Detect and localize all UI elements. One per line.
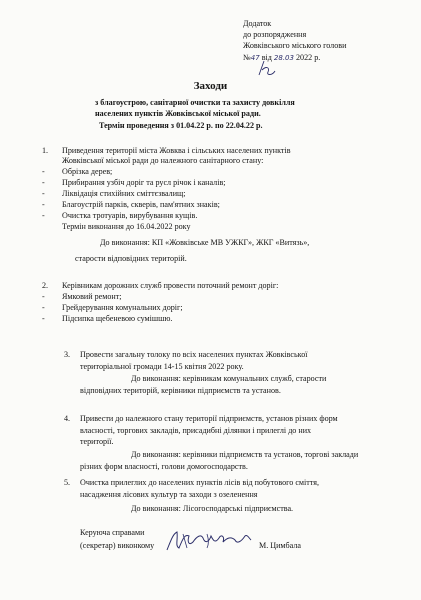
document-title: Заходи bbox=[193, 80, 228, 92]
item-3-line-1: Провести загальну толоку по всіх населених пунктах Жовківської bbox=[80, 350, 308, 359]
addendum-number-line bbox=[243, 53, 320, 63]
item-5-line-1: Очистка прилеглих до населених пунктів лісів від побутового сміття, bbox=[80, 478, 319, 487]
date-initials-scribble bbox=[256, 58, 278, 78]
signature-title-2: (секретар) виконкому bbox=[80, 541, 155, 550]
item-3-line-2: територіальної громади 14-15 квітня 2022 року. bbox=[80, 362, 244, 371]
item-4-line-2: власності, торгових закладів, присадибні ділянки і прилеглі до них bbox=[80, 426, 312, 435]
addendum-mayor-line: Жовківського міського голови bbox=[243, 41, 347, 50]
item-1-bullet: Ліквідація стихійних сміттєзвалищ; bbox=[62, 189, 186, 198]
item-1-bullet: Обрізка дерев; bbox=[62, 167, 113, 176]
item-1-number: 1. bbox=[42, 146, 49, 155]
signature-title-1: Керуюча справами bbox=[80, 528, 145, 537]
item-1-bullet: Прибирання узбіч доріг та русл річок і каналів; bbox=[62, 178, 226, 187]
period-line: Термін проведення з 01.04.22 р. по 22.04.22 р. bbox=[99, 121, 263, 130]
item-3-executors-1: До виконання: керівникам комунальних служб, старости bbox=[131, 374, 327, 383]
item-1-executors-1: До виконання: КП «Жовківське МВ УЖКГ», ЖКГ «Витязь», bbox=[100, 238, 310, 247]
item-5-line-2: насадження лісових культур та заходи з озеленення bbox=[80, 490, 258, 499]
subtitle-line-2: населених пунктів Жовківської міської ради. bbox=[95, 109, 261, 118]
bullet-dash: - bbox=[42, 314, 45, 323]
subtitle-line-1: з благоустрою, санітарної очистки та захисту довкілля bbox=[95, 98, 295, 107]
bullet-dash: - bbox=[42, 211, 45, 220]
item-1-bullet: Очистка тротуарів, вирубування кущів. bbox=[62, 211, 198, 220]
item-1-line-1: Приведення території міста Жовква і сільських населених пунктів bbox=[62, 146, 291, 155]
bullet-dash: - bbox=[42, 167, 45, 176]
item-3-executors-2: відповідних територій, керівники підприємств та установ. bbox=[80, 386, 281, 395]
item-5-number: 5. bbox=[64, 478, 71, 487]
item-4-number: 4. bbox=[64, 414, 71, 423]
bullet-dash: - bbox=[42, 189, 45, 198]
item-4-line-3: території. bbox=[80, 437, 114, 446]
bullet-dash: - bbox=[42, 292, 45, 301]
item-1-executors-2: старости відповідних територій. bbox=[75, 254, 187, 263]
item-3-number: 3. bbox=[64, 350, 71, 359]
signatory-name: М. Цимбала bbox=[259, 541, 301, 550]
handwritten-date: 28.03 bbox=[273, 54, 294, 62]
item-4-executors-2: різних форм власності, голови домогосподарств. bbox=[80, 462, 248, 471]
signature-scribble bbox=[163, 528, 258, 554]
item-2-bullet: Грейдерування комунальних доріг; bbox=[62, 303, 183, 312]
handwritten-number: 47 bbox=[250, 54, 260, 62]
bullet-dash: - bbox=[42, 178, 45, 187]
addendum-order-line: до розпорядження bbox=[243, 30, 307, 39]
addendum-label: Додаток bbox=[243, 19, 272, 28]
item-4-line-1: Привести до належного стану території підприємств, установ різних форм bbox=[80, 414, 338, 423]
item-5-executors: До виконання: Лісогосподарські підприємства. bbox=[131, 504, 294, 513]
item-2-bullet: Ямковий ремонт; bbox=[62, 292, 122, 301]
number-prefix: № bbox=[243, 53, 251, 62]
item-2-line-1: Керівникам дорожних служб провести поточний ремонт доріг: bbox=[62, 281, 279, 290]
item-2-number: 2. bbox=[42, 281, 49, 290]
date-prefix: від bbox=[261, 53, 272, 62]
item-4-executors-1: До виконання: керівники підприємств та установ, торгові заклади bbox=[131, 450, 359, 459]
year: 2022 р. bbox=[296, 53, 321, 62]
item-1-line-2: Жовківської міської ради до належного санітарного стану: bbox=[62, 156, 264, 165]
item-2-bullet: Підсипка щебеневою сумішшю. bbox=[62, 314, 173, 323]
bullet-dash: - bbox=[42, 303, 45, 312]
item-1-bullet: Благоустрій парків, скверів, пам'ятних знаків; bbox=[62, 200, 220, 209]
item-1-deadline: Термін виконання до 16.04.2022 року bbox=[62, 222, 191, 231]
bullet-dash: - bbox=[42, 200, 45, 209]
